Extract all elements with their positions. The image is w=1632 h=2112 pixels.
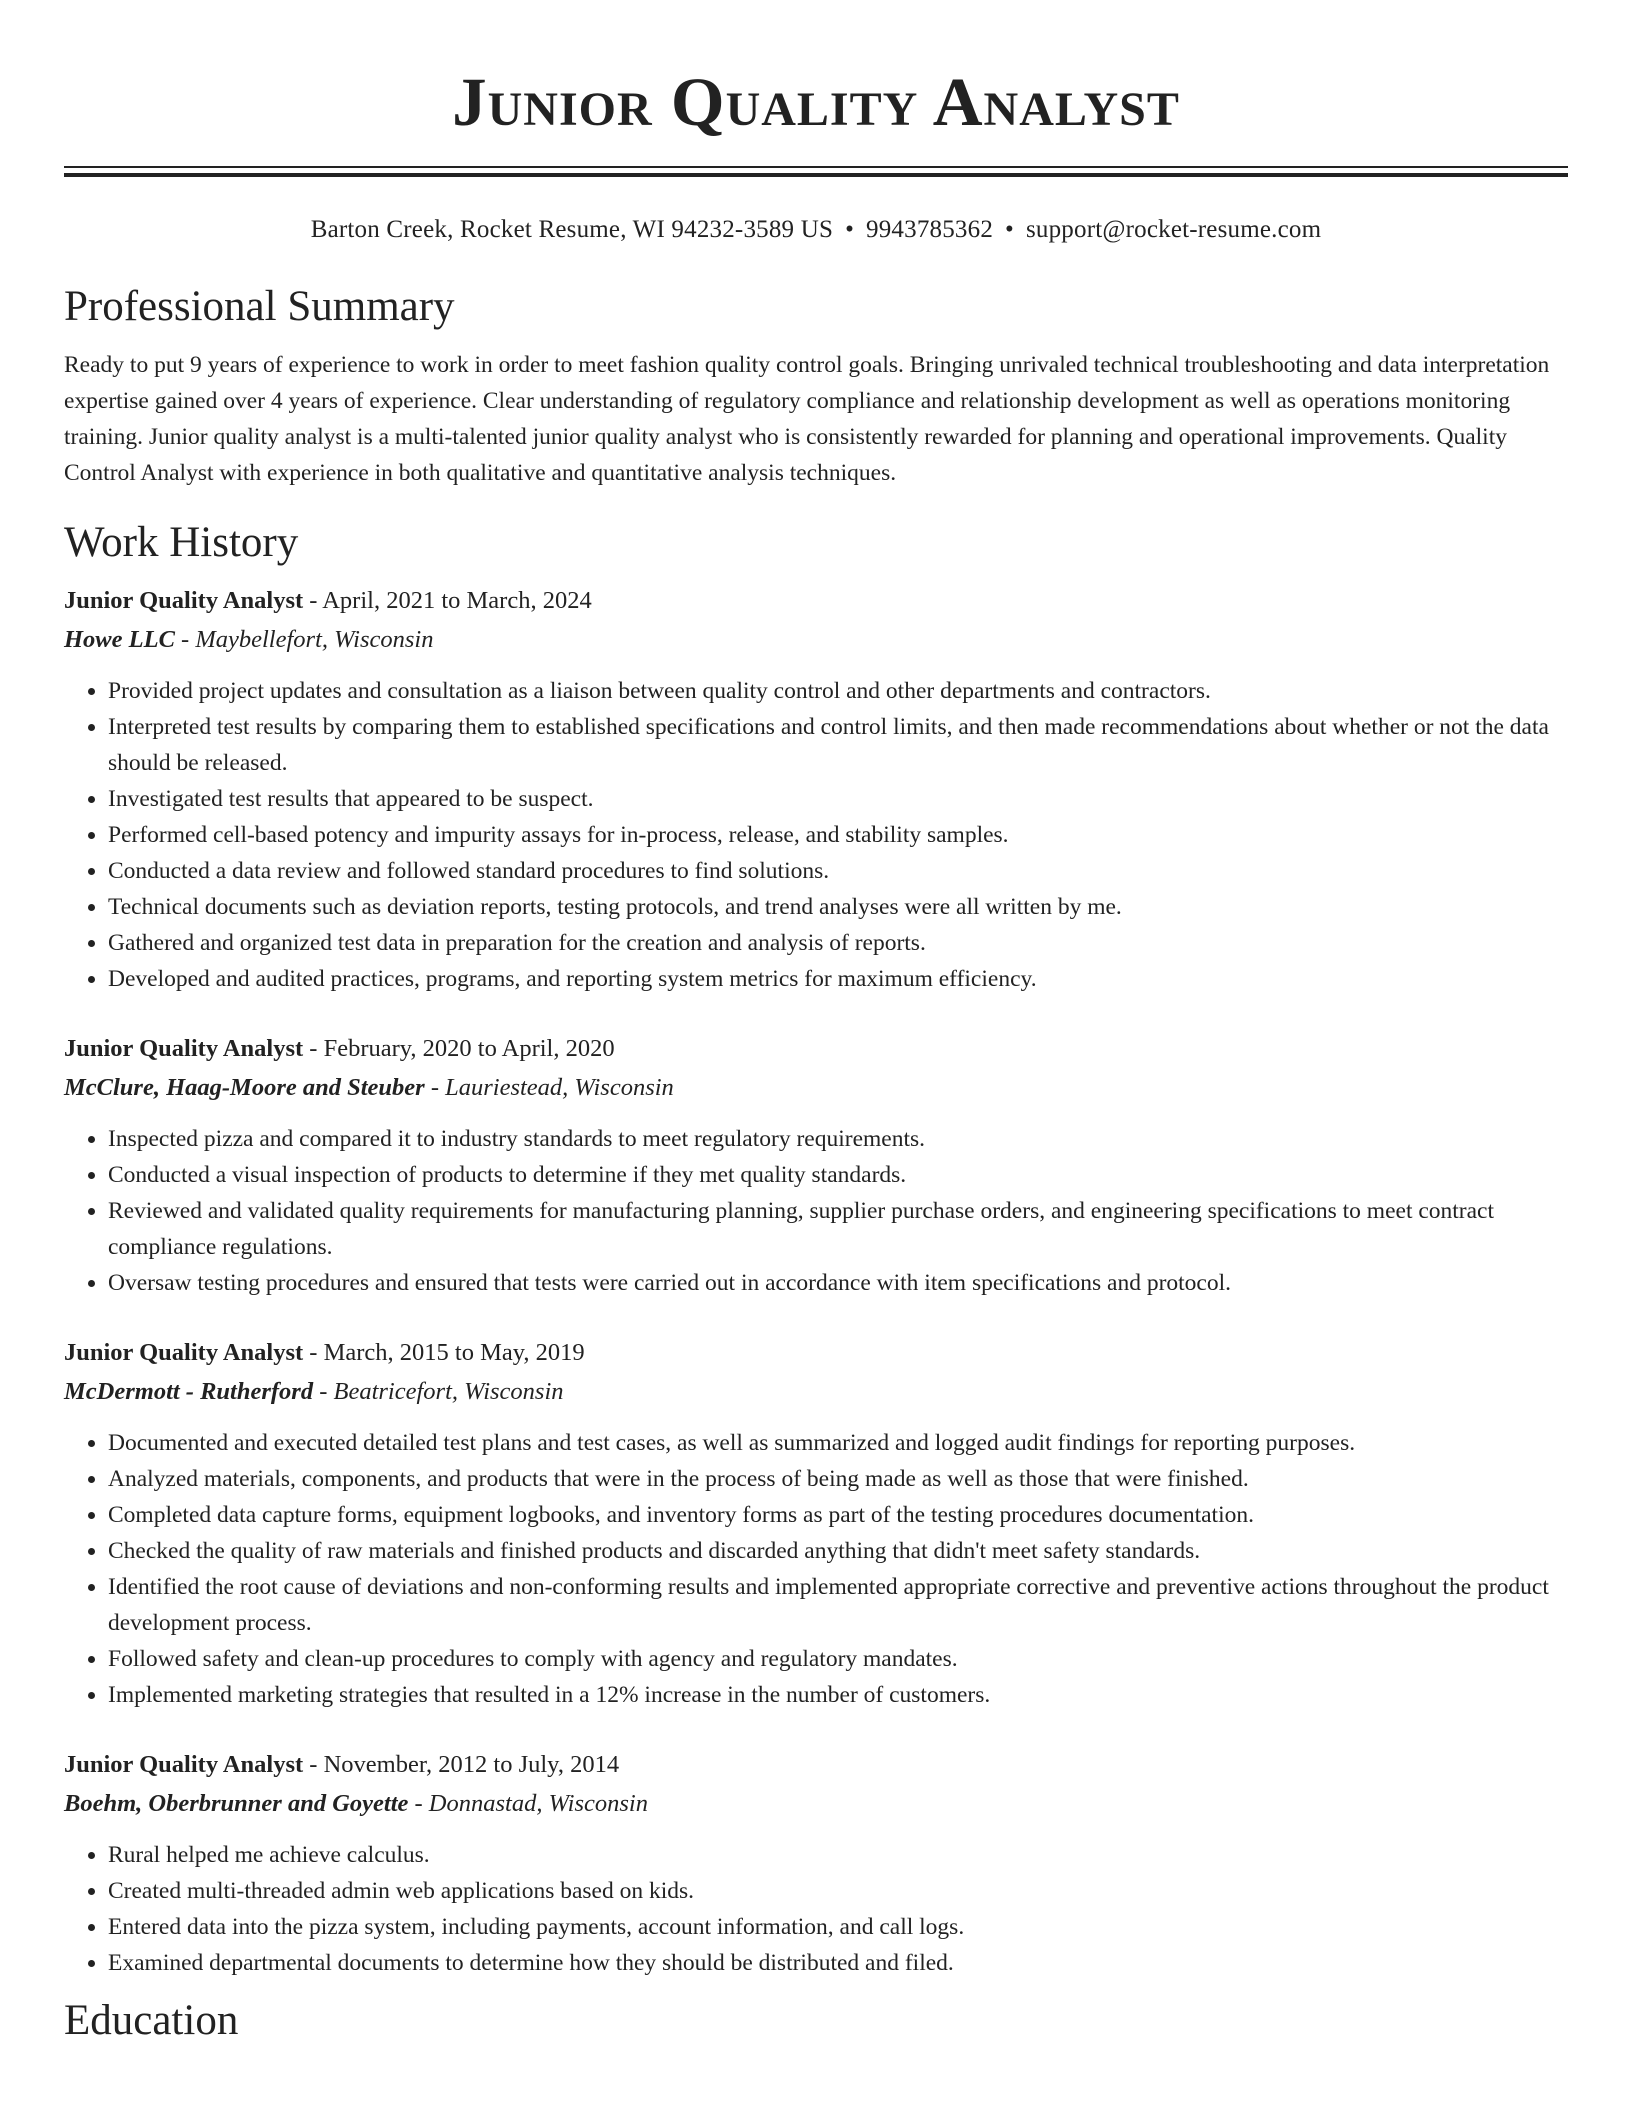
- job-title-line: [64, 581, 1568, 620]
- job-bullet: • Created multi-threaded admin web applications based on kids.: [108, 1873, 1568, 1909]
- job-bullet: • Conducted a data review and followed standard procedures to find solutions.: [108, 853, 1568, 889]
- job-location: - Beatricefort, Wisconsin: [313, 1378, 564, 1405]
- contact-line: [64, 215, 1568, 245]
- job-company-line: [64, 1784, 1568, 1823]
- job-role: Junior Quality Analyst: [64, 1035, 304, 1062]
- job-company-line: [64, 1372, 1568, 1411]
- contact-separator: •: [1005, 216, 1014, 243]
- summary-text: Ready to put 9 years of experience to work in order to meet fashion quality control goals. Bringing unrivaled technical troubleshooting and data interpretation expertise gained over 4 years of experience. Clear understanding of regulatory compliance and relationship development as well as operations monitoring training. Junior quality analyst is a multi-talented junior quality analyst who is consistently rewarded for planning and operational improvements. Quality Control Analyst with experience in both qualitative and quantitative analysis techniques.: [64, 352, 1550, 486]
- job-bullet-list: [64, 1425, 1568, 1713]
- job-bullet: • Analyzed materials, components, and products that were in the process of being made as well as those that were finished.: [108, 1461, 1568, 1497]
- job-location: - Lauriestead, Wisconsin: [424, 1074, 674, 1101]
- job-bullet: • Interpreted test results by comparing them to established specifications and control limits, and then made recommendations about whether or not the data should be released.: [108, 709, 1568, 781]
- contact-separator: •: [845, 216, 855, 243]
- job-location: - Donnastad, Wisconsin: [408, 1790, 648, 1817]
- job-location: - Maybellefort, Wisconsin: [174, 626, 434, 653]
- job-bullet: • Checked the quality of raw materials and finished products and discarded anything that didn't meet safety standards.: [108, 1533, 1568, 1569]
- job-bullet: • Investigated test results that appeared to be suspect.: [108, 781, 1568, 817]
- job-dates: - March, 2015 to May, 2019: [303, 1339, 585, 1366]
- job-bullet: • Inspected pizza and compared it to industry standards to meet regulatory requirements.: [108, 1121, 1568, 1157]
- job-bullet-list: [64, 1837, 1568, 1981]
- resume-title: Junior Quality Analyst: [452, 64, 1180, 140]
- job-bullet: • Examined departmental documents to determine how they should be distributed and filed.: [108, 1945, 1568, 1981]
- job-entry: [64, 1745, 1568, 1981]
- job-bullet: • Completed data capture forms, equipment logbooks, and inventory forms as part of the testing procedures documentation.: [108, 1497, 1568, 1533]
- job-bullet: • Rural helped me achieve calculus.: [108, 1837, 1568, 1873]
- job-bullet: • Implemented marketing strategies that resulted in a 12% increase in the number of customers.: [108, 1677, 1568, 1713]
- job-bullet: • Developed and audited practices, programs, and reporting system metrics for maximum efficiency.: [108, 961, 1568, 997]
- section-heading-work-history: Work History: [64, 519, 299, 566]
- job-bullet: • Entered data into the pizza system, including payments, account information, and call logs.: [108, 1909, 1568, 1945]
- contact-phone: 9943785362: [866, 216, 994, 243]
- job-title-line: [64, 1333, 1568, 1372]
- job-role: Junior Quality Analyst: [64, 1751, 304, 1778]
- job-bullet: • Performed cell-based potency and impurity assays for in-process, release, and stability samples.: [108, 817, 1568, 853]
- job-bullet: • Gathered and organized test data in preparation for the creation and analysis of reports.: [108, 925, 1568, 961]
- job-title-line: [64, 1029, 1568, 1068]
- job-bullet: • Documented and executed detailed test plans and test cases, as well as summarized and logged audit findings for reporting purposes.: [108, 1425, 1568, 1461]
- job-bullet: • Identified the root cause of deviations and non-conforming results and implemented appropriate corrective and preventive actions throughout the product development process.: [108, 1569, 1568, 1641]
- job-dates: - February, 2020 to April, 2020: [303, 1035, 615, 1062]
- job-entry: [64, 581, 1568, 997]
- section-heading-education: Education: [64, 1997, 239, 2044]
- contact-email[interactable]: support@rocket-resume.com: [1025, 216, 1322, 243]
- job-bullet-list: [64, 673, 1568, 997]
- job-entry: [64, 1333, 1568, 1713]
- job-company: McClure, Haag-Moore and Steuber: [64, 1074, 425, 1101]
- title-divider: [64, 166, 1568, 177]
- job-title-line: [64, 1745, 1568, 1784]
- section-heading-summary: Professional Summary: [64, 283, 455, 330]
- job-company: McDermott - Rutherford: [64, 1378, 314, 1405]
- job-entry: [64, 1029, 1568, 1301]
- job-bullet: • Followed safety and clean-up procedures to comply with agency and regulatory mandates.: [108, 1641, 1568, 1677]
- job-company-line: [64, 620, 1568, 659]
- job-company: Howe LLC: [64, 626, 175, 653]
- job-bullet: • Oversaw testing procedures and ensured that tests were carried out in accordance with item specifications and protocol.: [108, 1265, 1568, 1301]
- job-bullet: • Technical documents such as deviation reports, testing protocols, and trend analyses were all written by me.: [108, 889, 1568, 925]
- job-company-line: [64, 1068, 1568, 1107]
- job-bullet: • Reviewed and validated quality requirements for manufacturing planning, supplier purchase orders, and engineering specifications to meet contract compliance regulations.: [108, 1193, 1568, 1265]
- job-company: Boehm, Oberbrunner and Goyette: [64, 1790, 409, 1817]
- job-dates: - April, 2021 to March, 2024: [303, 587, 592, 614]
- job-bullet-list: [64, 1121, 1568, 1301]
- job-role: Junior Quality Analyst: [64, 587, 304, 614]
- contact-address: Barton Creek, Rocket Resume, WI 94232-3589 US: [310, 216, 834, 243]
- job-bullet: • Conducted a visual inspection of products to determine if they met quality standards.: [108, 1157, 1568, 1193]
- job-bullet: • Provided project updates and consultation as a liaison between quality control and other departments and contractors.: [108, 673, 1568, 709]
- job-role: Junior Quality Analyst: [64, 1339, 304, 1366]
- resume-page: [64, 0, 1568, 2047]
- job-dates: - November, 2012 to July, 2014: [303, 1751, 620, 1778]
